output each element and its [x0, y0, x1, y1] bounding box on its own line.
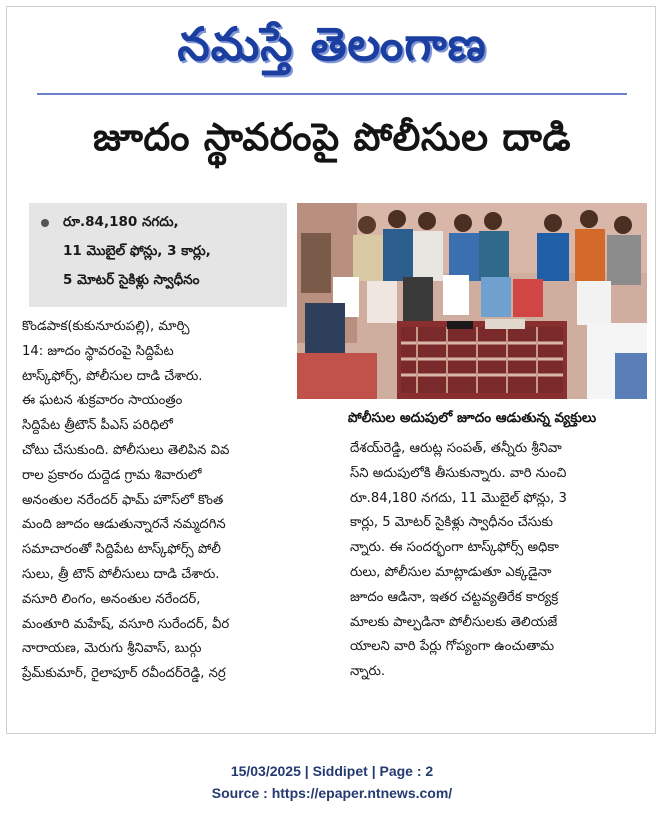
article-headline: జూదం స్థావరంపై పోలీసుల దాడి: [93, 115, 571, 159]
article-line: వసూరి లింగం, అనంతుల నరేందర్,: [22, 591, 201, 607]
article-line: న్నారు.: [350, 664, 386, 680]
article-column-left: [22, 315, 340, 687]
article-line: సిద్దిపేట త్రీటౌన్ పీఎస్ పరిధిలో: [22, 418, 173, 434]
summary-line: 5 మోటర్ సైకిళ్లు స్వాధీనం: [63, 272, 200, 288]
article-line: యాలని వారి పేర్లు గోప్యంగా ఉంచుతామ: [350, 639, 555, 655]
article-line: మంతూరి మహేష్, వసూరి సురేందర్, వీర: [22, 616, 230, 632]
article-line: మాలకు పాల్పడినా పోలీసులకు తెలియజే: [350, 614, 558, 630]
article-line: మంది జూదం ఆడుతున్నారనే నమ్మదగిన: [22, 517, 226, 533]
article-line: ప్రేమ్‌కుమార్, రైలాపూర్ రవీందర్‌రెడ్డి, నర్ర: [22, 666, 226, 682]
photo-caption: పోలీసుల అదుపులో జూదం ఆడుతున్న వ్యక్తులు: [347, 410, 597, 426]
summary-box: [29, 203, 287, 307]
article-line: చోటు చేసుకుంది. పోలీసులు తెలిపిన వివ: [22, 442, 230, 458]
article-line: స్‌ని అదుపులోకి తీసుకున్నారు. వారి నుంచి: [350, 465, 567, 481]
article-line: రాల ప్రకారం దుద్దెడ గ్రామ శివారులో: [22, 467, 202, 483]
summary-line: 11 మొబైల్ ఫోన్లు, 3 కార్లు,: [63, 243, 211, 259]
article-line: కొండపాక(కుకునూరుపల్లి), మార్చి: [22, 319, 190, 334]
article-line: న్నారు. ఈ సందర్భంగా టాస్క్‌ఫోర్స్ అధికా: [350, 540, 559, 556]
page-footer: [0, 760, 664, 804]
article-line: నారాయణ, మెరుగు శ్రీనివాస్, బుర్గు: [22, 641, 202, 657]
news-photo: [297, 203, 647, 399]
article-line: ఈ ఘటన శుక్రవారం సాయంత్రం: [22, 393, 183, 409]
article-line: రులు, పోలీసుల మాట్లాడుతూ ఎక్కడైనా: [350, 564, 552, 580]
article-line: టాస్క్‌ఫోర్స్, పోలీసుల దాడి చేశారు.: [22, 368, 203, 384]
footer-source-link[interactable]: Source : https://epaper.ntnews.com/: [211, 785, 453, 801]
article-line: సులు, త్రీ టౌన్ పోలీసులు దాడి చేశారు.: [22, 566, 220, 582]
article-line: అనంతుల నరేందర్ ఫామ్ హౌస్‌లో కొంత: [22, 492, 224, 508]
article-line: జూదం ఆడినా, ఇతర చట్టవ్యతిరేక కార్యక్ర: [350, 589, 559, 605]
article-line: సమాచారంతో సిద్దిపేట టాస్క్‌ఫోర్స్ పోలీ: [22, 542, 221, 558]
bullet-icon: [41, 219, 49, 227]
newspaper-masthead: నమస్తే తెలంగాణ: [177, 17, 487, 71]
footer-date-line: 15/03/2025 | Siddipet | Page : 2: [230, 763, 434, 779]
article-line: కార్లు, 5 మోటర్ సైకిళ్లు స్వాధీనం చేసుకు: [350, 515, 554, 531]
article-line: 14: జూదం స్థావరంపై సిద్దిపేట: [22, 343, 174, 359]
article-line: రూ.84,180 నగదు, 11 మొబైల్ ఫోన్లు, 3: [350, 490, 567, 506]
masthead-rule: [37, 93, 627, 95]
article-column-right: [350, 437, 642, 685]
summary-line: రూ.84,180 నగదు,: [63, 214, 179, 230]
article-line: దేశయ్‌రెడ్డి, ఆరుట్ల సంపత్, తన్నీరు శ్రీనివా: [350, 441, 562, 456]
